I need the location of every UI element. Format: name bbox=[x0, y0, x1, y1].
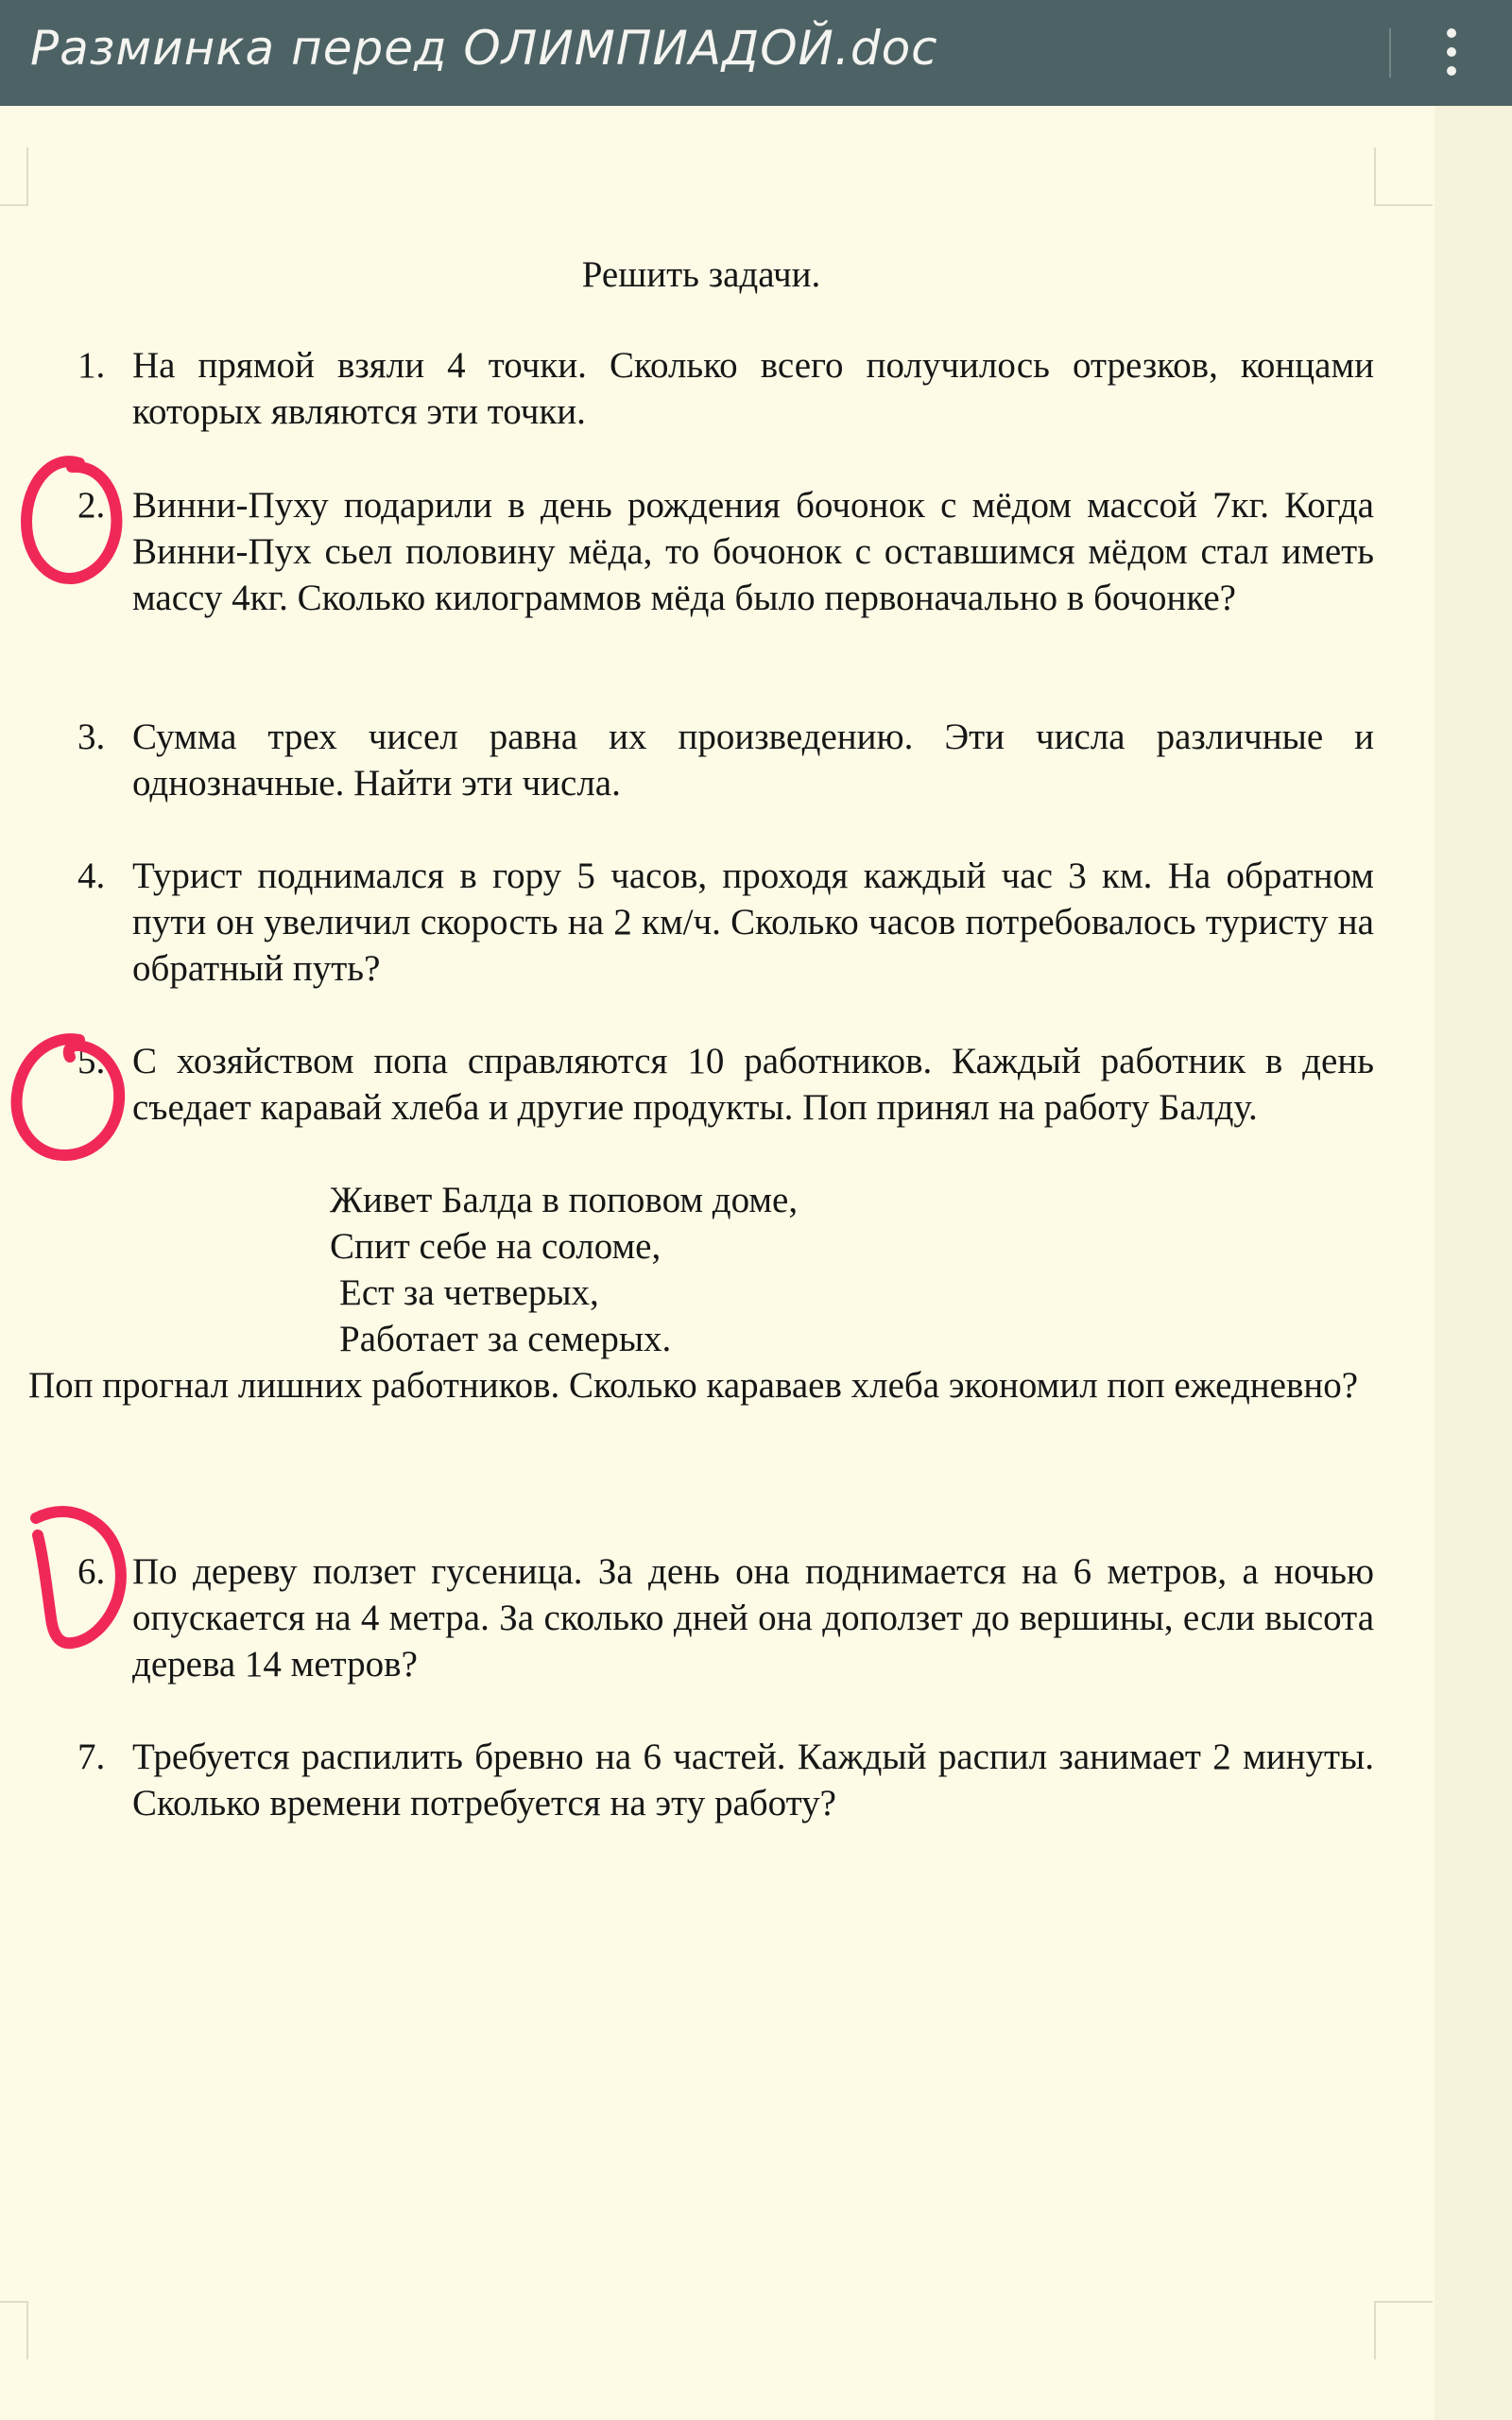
task-text: По дереву ползет гусеница. За день она поднимается на 6 метров, а ночью опускается на 4 метра. За сколько дней она доползет до вершины, если высота дерева 14 метров? bbox=[132, 1551, 1374, 1685]
poem-line: Ест за четверых, bbox=[339, 1272, 599, 1313]
page-corner-bottom-left bbox=[0, 2301, 28, 2360]
task-text: На прямой взяли 4 точки. Сколько всего получилось отрезков, концами которых являются эти точки. bbox=[132, 345, 1374, 432]
task-text: С хозяйством попа справляются 10 работников. Каждый работник в день съедает каравай хлеба и другие продукты. Поп принял на работу Балду. bbox=[132, 1041, 1374, 1128]
page-corner-top-left bbox=[0, 147, 28, 206]
task-number: 1. bbox=[77, 345, 106, 386]
task-number: 7. bbox=[77, 1737, 106, 1777]
page-edge bbox=[1435, 106, 1512, 2420]
red-circle-mark-task-5 bbox=[6, 1025, 138, 1167]
page-corner-bottom-right bbox=[1374, 2301, 1433, 2360]
task-text: Винни-Пуху подарили в день рождения бочонок с мёдом массой 7кг. Когда Винни-Пух сьел половину мёда, то бочонок с оставшимся мёдом стал иметь массу 4кг. Сколько килограммов мёда было первоначально в бочонке? bbox=[132, 485, 1374, 618]
task-5-question: Поп прогнал лишних работников. Сколько караваев хлеба экономил поп ежедневно? bbox=[28, 1365, 1359, 1406]
document-page[interactable] bbox=[0, 106, 1512, 2420]
more-vert-icon[interactable] bbox=[1423, 25, 1480, 81]
task-text: Требуется распилить бревно на 6 частей. Каждый распил занимает 2 минуты. Сколько времени потребуется на эту работу? bbox=[132, 1737, 1374, 1824]
red-circle-mark-task-2 bbox=[13, 446, 136, 597]
task-number: 2. bbox=[77, 485, 106, 526]
task-number: 4. bbox=[77, 856, 106, 896]
document-title: Разминка перед ОЛИМПИАДОЙ.doc bbox=[30, 21, 938, 76]
doc-heading: Решить задачи. bbox=[581, 254, 821, 295]
app-bar-divider bbox=[1389, 28, 1391, 78]
page-corner-top-right bbox=[1374, 147, 1433, 206]
red-circle-mark-task-6 bbox=[23, 1501, 136, 1652]
task-text: Сумма трех чисел равна их произведению. Эти числа различные и однозначные. Найти эти числа. bbox=[132, 717, 1374, 804]
poem-line: Работает за семерых. bbox=[339, 1319, 672, 1359]
poem-line: Живет Балда в поповом доме, bbox=[330, 1180, 799, 1220]
poem-line: Спит себе на соломе, bbox=[330, 1226, 662, 1267]
task-5-poem bbox=[330, 1177, 1086, 1362]
task-number: 6. bbox=[77, 1551, 106, 1592]
app-bar bbox=[0, 0, 1512, 106]
task-number: 3. bbox=[77, 717, 106, 757]
task-number: 5. bbox=[77, 1041, 106, 1081]
task-text: Турист поднимался в гору 5 часов, проходя каждый час 3 км. На обратном пути он увеличил скорость на 2 км/ч. Сколько часов потребовалось туристу на обратный путь? bbox=[132, 856, 1374, 989]
